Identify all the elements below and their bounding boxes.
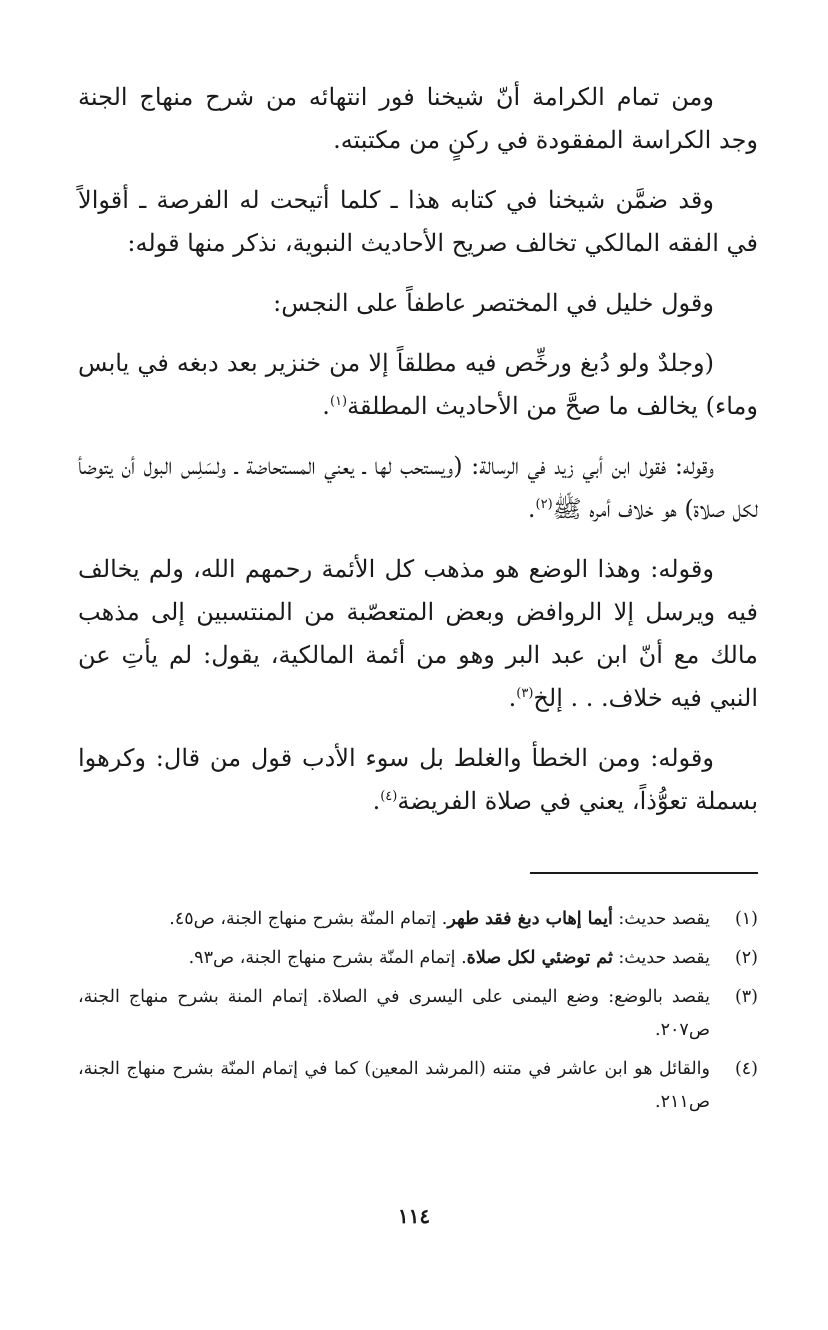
- footnote-marker-2: (٢): [535, 497, 553, 512]
- footnote-4: (٤) والقائل هو ابن عاشر في متنه (المرشد المعين) كما في إتمام المنّة بشرح منهاج الجنة، ص٢١١.: [78, 1053, 758, 1119]
- paragraph-1: ومن تمام الكرامة أنّ شيخنا فور انتهائه من شرح منهاج الجنة وجد الكراسة المفقودة في ركنٍ من مكتبته.: [78, 83, 758, 154]
- paragraph-2: وقد ضمَّن شيخنا في كتابه هذا ـ كلما أتيحت له الفرصة ـ أقوالاً في الفقه المالكي تخالف صريح الأحاديث النبوية، نذكر منها قوله:: [78, 186, 758, 257]
- paragraph-5: وقوله: فقول ابن أبي زيد في الرسالة: (ويستحب لها ـ يعني المستحاضة ـ ولسَلِس البول أن يتوضأ لكل صلاة) هو خلاف أمره ﷺ$^{(٢)}$.: [78, 452, 758, 523]
- footnotes: [78, 903, 758, 1125]
- paragraph-7: وقوله: ومن الخطأ والغلط بل سوء الأدب قول من قال: وكرهوا بسملة تعوُّذاً، يعني في صلاة الفريضة$^{(٤)}$.: [78, 744, 758, 815]
- page-number: ١١٤: [397, 1204, 431, 1228]
- footnote-marker-4: (٤): [380, 789, 398, 804]
- paragraph-6: وقوله: وهذا الوضع هو مذهب كل الأئمة رحمهم الله، ولم يخالف فيه ويرسل إلا الروافض وبعض المتعصّبة من المنتسبين إلى مذهب مالك مع أنّ ابن عبد البر وهو من أئمة المالكية، يقول: لم يأتِ عن النبي فيه خلاف. . . إلخ$^{(٣)}$.: [78, 555, 758, 712]
- footnote-marker-1: (١): [329, 394, 348, 409]
- footnote-number: (٢): [734, 948, 758, 968]
- footnote-number: (٣): [734, 987, 758, 1007]
- footnote-3: (٣) يقصد بالوضع: وضع اليمنى على اليسرى في الصلاة. إتمام المنة بشرح منهاج الجنة، ص٢٠٧.: [78, 981, 758, 1047]
- footnote-number: (١): [734, 909, 758, 929]
- paragraph-4: (وجلدٌ ولو دُبغ ورخِّص فيه مطلقاً إلا من خنزير بعد دبغه في يابس وماء) يخالف ما صحَّ من الأحاديث المطلقة$^{(١)}$.: [78, 349, 758, 420]
- footnote-divider: [530, 872, 758, 874]
- main-text: [78, 76, 758, 840]
- paragraph-3: وقول خليل في المختصر عاطفاً على النجس:: [273, 289, 714, 317]
- footnote-number: (٤): [734, 1059, 758, 1079]
- footnote-2: (٢) يقصد حديث: ثم توضئي لكل صلاة. إتمام المنّة بشرح منهاج الجنة، ص٩٣.: [78, 942, 758, 975]
- footnote-1: (١) يقصد حديث: أيما إهاب دبغ فقد طهر. إتمام المنّة بشرح منهاج الجنة، ص٤٥.: [78, 903, 758, 936]
- footnote-marker-3: (٣): [516, 686, 534, 701]
